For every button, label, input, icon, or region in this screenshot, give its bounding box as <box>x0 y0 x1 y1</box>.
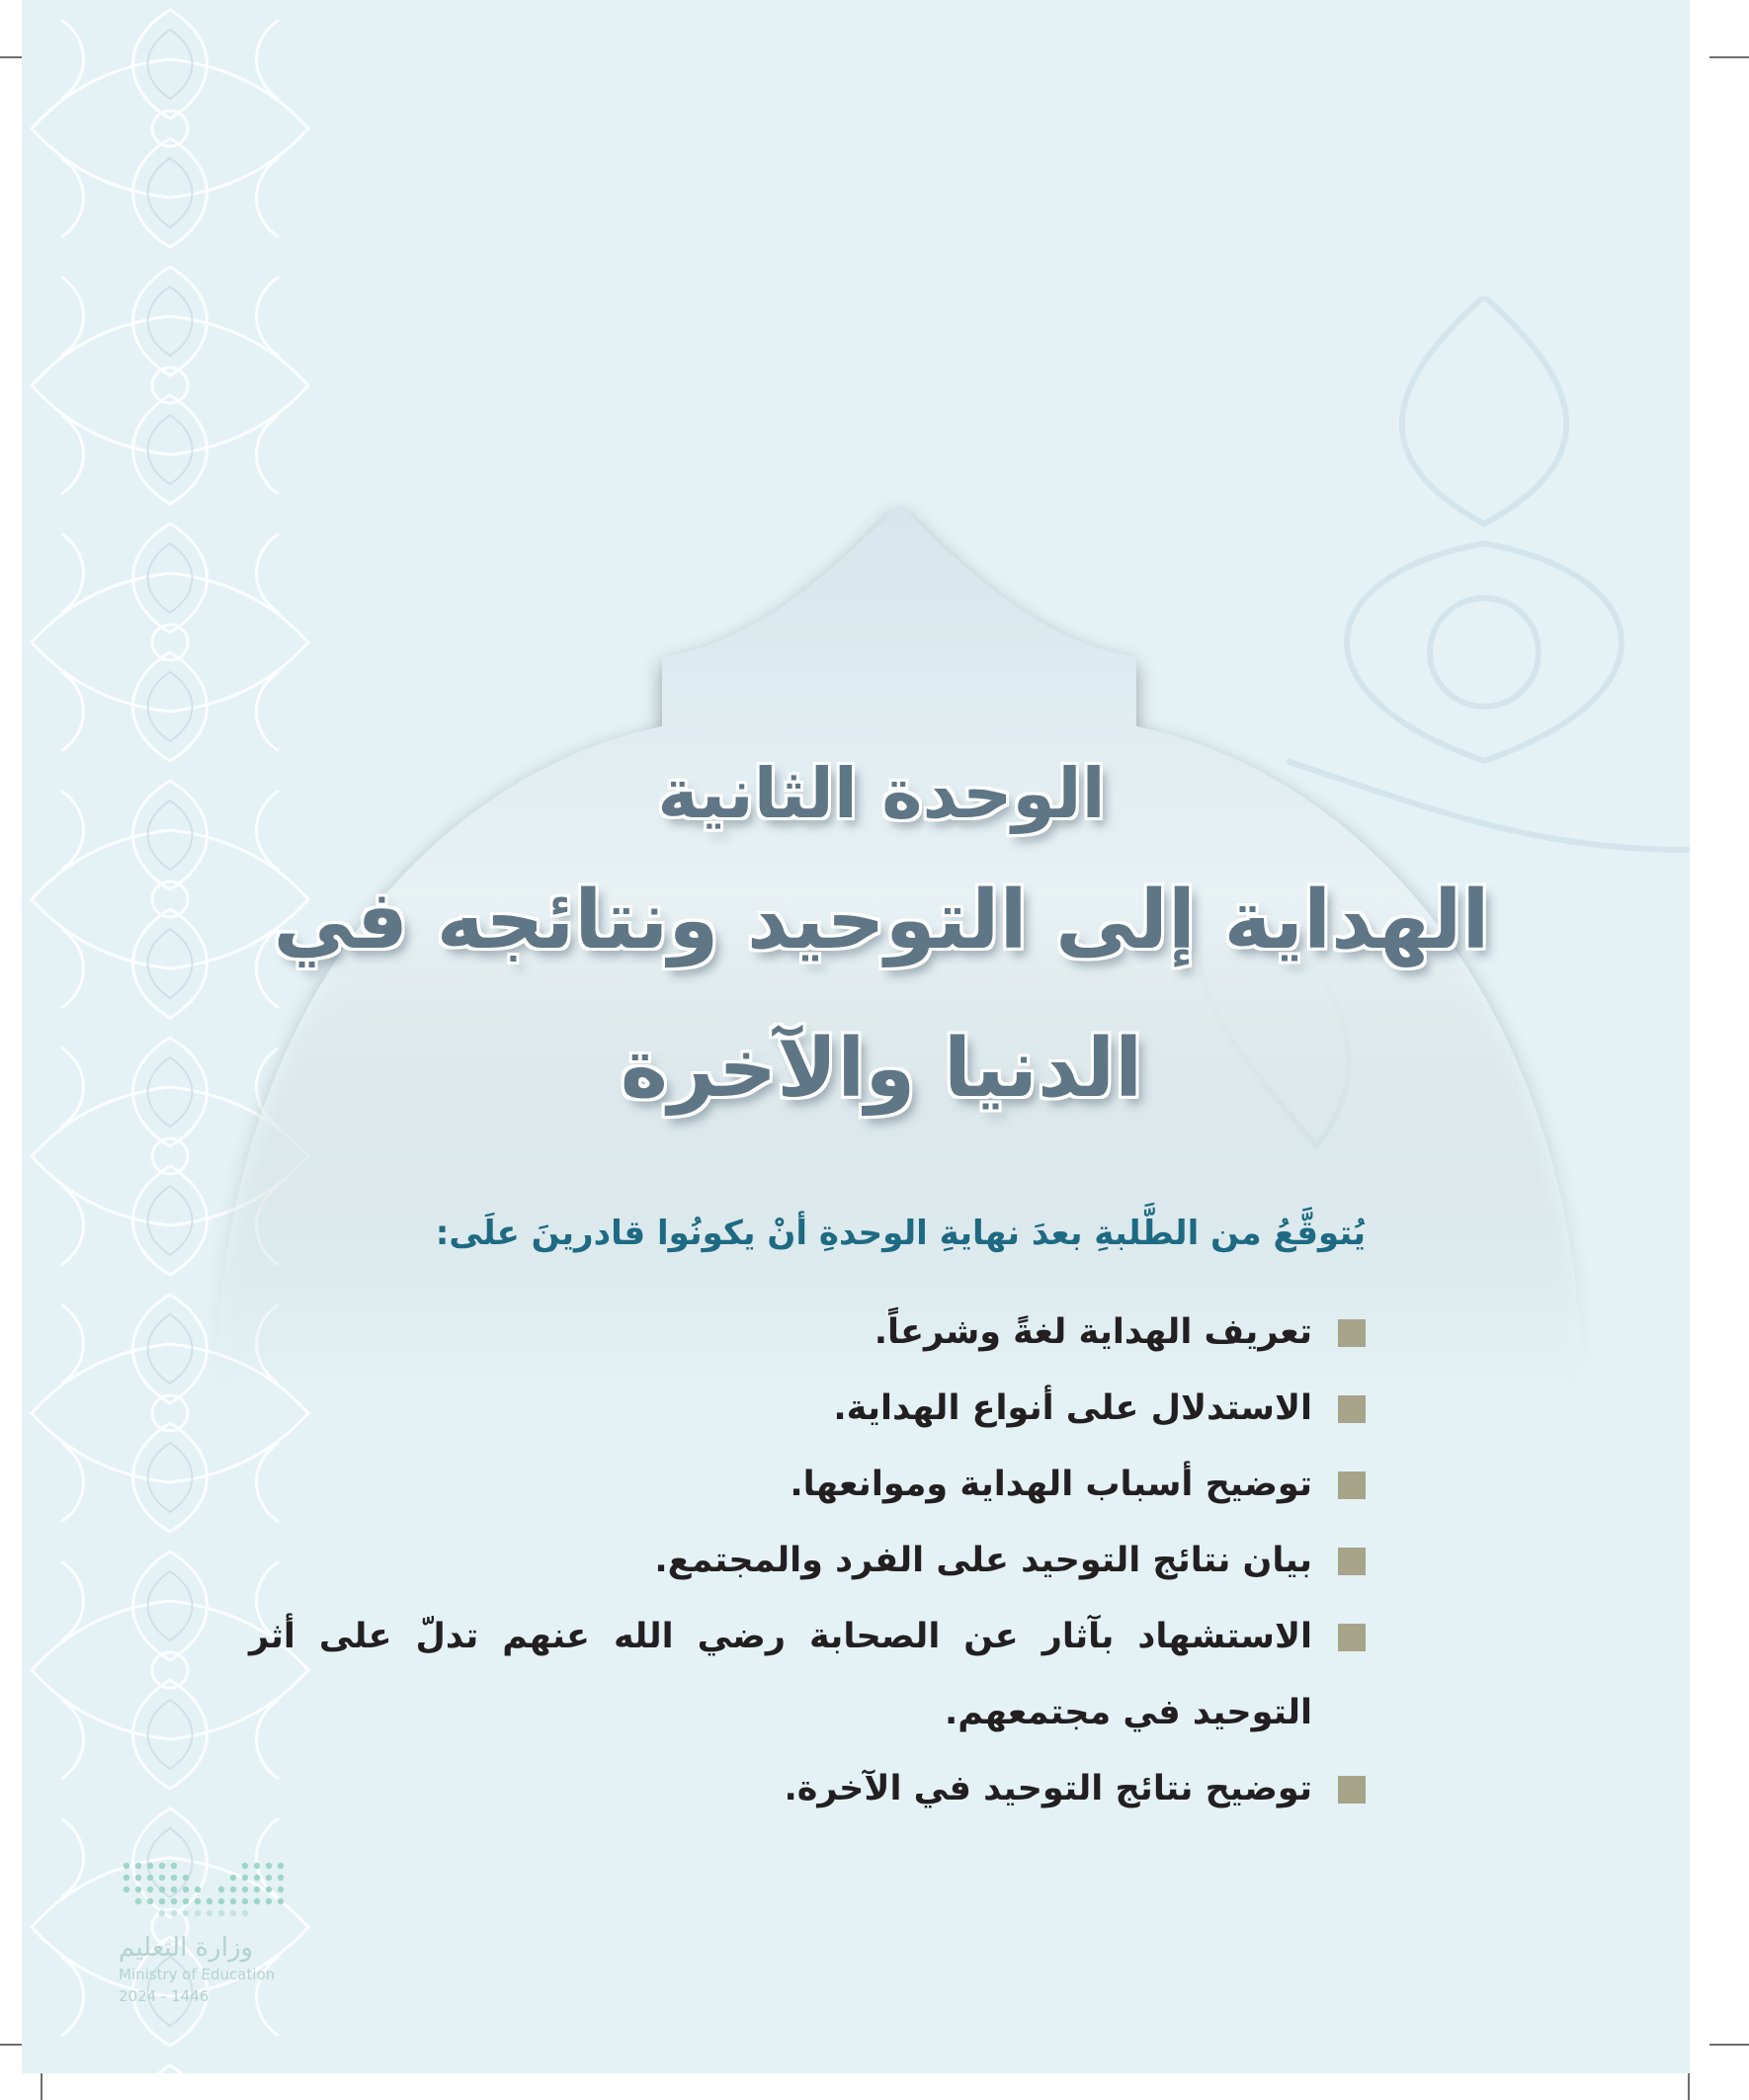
outcome-text: توضيح نتائج التوحيد في الآخرة. <box>784 1769 1312 1808</box>
outcome-text: توضيح أسباب الهداية وموانعها. <box>790 1465 1312 1504</box>
unit-label: الوحدة الثانية <box>657 753 1106 834</box>
outcomes-list <box>249 1295 1366 1827</box>
page-background <box>22 0 1690 2073</box>
outcome-text: الاستدلال على أنواع الهداية. <box>833 1388 1312 1428</box>
ministry-logo-icon <box>119 1856 292 1930</box>
crop-mark <box>1709 56 1749 58</box>
unit-title: الهداية إلى التوحيد ونتائجه في الدنيا والآخرة <box>273 874 1490 1116</box>
ministry-years: 2024 - 1446 <box>119 1987 209 2005</box>
ministry-name-en: Ministry of Education <box>119 1966 276 1983</box>
square-bullet-icon <box>1338 1776 1366 1804</box>
square-bullet-icon <box>1338 1471 1366 1499</box>
square-bullet-icon <box>1338 1624 1366 1651</box>
list-item <box>249 1447 1366 1523</box>
list-item <box>249 1523 1366 1599</box>
list-item <box>249 1371 1366 1447</box>
list-item <box>249 1295 1366 1371</box>
outcome-text: بيان نتائج التوحيد على الفرد والمجتمع. <box>654 1541 1312 1580</box>
outcomes-intro: يُتوقَّعُ من الطَّلبةِ بعدَ نهايةِ الوحدةِ أنْ يكونُوا قادرينَ علَى: <box>435 1214 1366 1253</box>
list-item <box>249 1751 1366 1827</box>
outcome-text: تعريف الهداية لغةً وشرعاً. <box>874 1312 1312 1352</box>
ministry-wordmark <box>119 1932 292 2007</box>
square-bullet-icon <box>1338 1395 1366 1423</box>
square-bullet-icon <box>1338 1319 1366 1347</box>
crop-mark <box>1709 2044 1749 2046</box>
outcome-text: الاستشهاد بآثار عن الصحابة رضي الله عنهم تدلّ على أثر التوحيد في مجتمعهم. <box>249 1617 1312 1732</box>
unit-heading <box>229 746 1534 1143</box>
square-bullet-icon <box>1338 1548 1366 1575</box>
list-item <box>249 1599 1366 1751</box>
ministry-name-ar: وزارة التعليم <box>119 1933 254 1963</box>
learning-outcomes <box>249 1206 1366 1827</box>
